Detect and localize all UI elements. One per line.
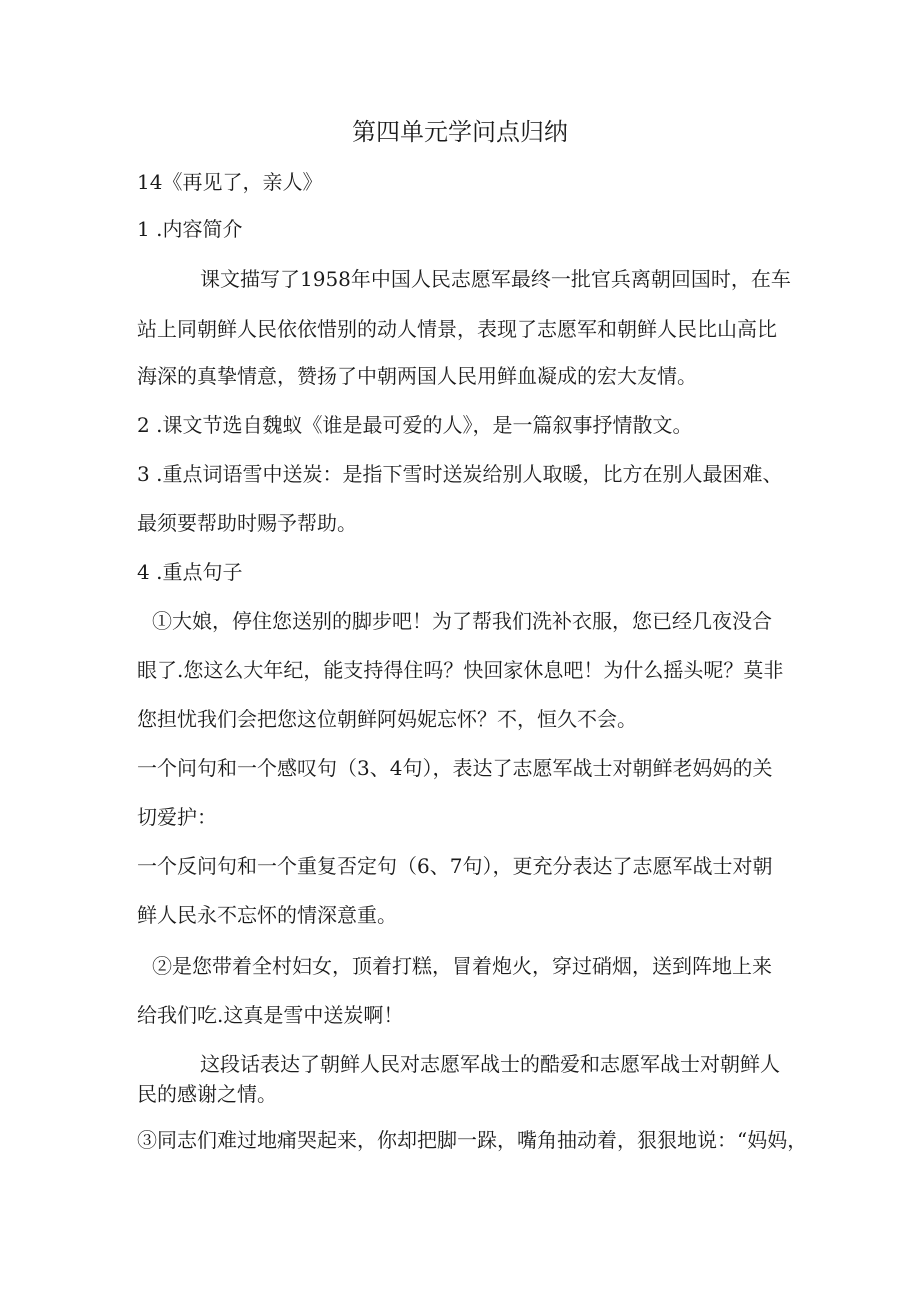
section-1-line-1: 课文描写了1958年中国人民志愿军最终一批官兵离朝回国时，在车 (200, 267, 791, 291)
section-1-line-3: 海深的真挚情意，赞扬了中朝两国人民用鲜血凝成的宏大友情。 (137, 364, 697, 388)
analysis-1-line-2: 切爱护： (137, 805, 217, 829)
lesson-heading: 14《再见了，亲人》 (137, 170, 323, 194)
quote-1-line-3: 您担忧我们会把您这位朝鲜阿妈妮忘怀？不，恒久不会。 (137, 707, 637, 731)
analysis-3-line-2: 民的感谢之情。 (137, 1082, 277, 1106)
section-2-text: 2 .课文节选自魏蚁《谁是最可爱的人》，是一篇叙事抒情散文。 (137, 413, 693, 437)
section-1-heading: 1 .内容简介 (137, 217, 243, 241)
quote-1-line-1: ①大娘，停住您送别的脚步吧！为了帮我们洗补衣服，您已经几夜没合 (152, 609, 772, 633)
section-4-heading: 4 .重点句子 (137, 560, 243, 584)
quote-3-line-1: ③同志们难过地痛哭起来，你却把脚一跺，嘴角抽动着，狠狠地说：“妈妈， (137, 1128, 808, 1152)
quote-2-line-1: ②是您带着全村妇女，顶着打糕，冒着炮火，穿过硝烟，送到阵地上来 (152, 954, 772, 978)
analysis-2-line-1: 一个反问句和一个重复否定句（6、7句），更充分表达了志愿军战士对朝 (137, 854, 773, 878)
section-3-line-1: 3 .重点词语雪中送炭：是指下雪时送炭给别人取暖，比方在别人最困难、 (137, 462, 783, 486)
section-3-line-2: 最须要帮助时赐予帮助。 (137, 511, 357, 535)
analysis-1-line-1: 一个问句和一个感叹句（3、4句），表达了志愿军战士对朝鲜老妈妈的关 (137, 756, 773, 780)
document-title: 第四单元学问点归纳 (352, 118, 568, 146)
analysis-2-line-2: 鲜人民永不忘怀的情深意重。 (137, 903, 397, 927)
section-1-line-2: 站上同朝鲜人民依依惜别的动人情景，表现了志愿军和朝鲜人民比山高比 (137, 317, 777, 341)
quote-1-line-2: 眼了.您这么大年纪，能支持得住吗？快回家休息吧！为什么摇头呢？莫非 (137, 658, 784, 682)
quote-2-line-2: 给我们吃.这真是雪中送炭啊！ (137, 1003, 404, 1027)
analysis-3-line-1: 这段话表达了朝鲜人民对志愿军战士的酷爱和志愿军战士对朝鲜人 (200, 1052, 780, 1076)
